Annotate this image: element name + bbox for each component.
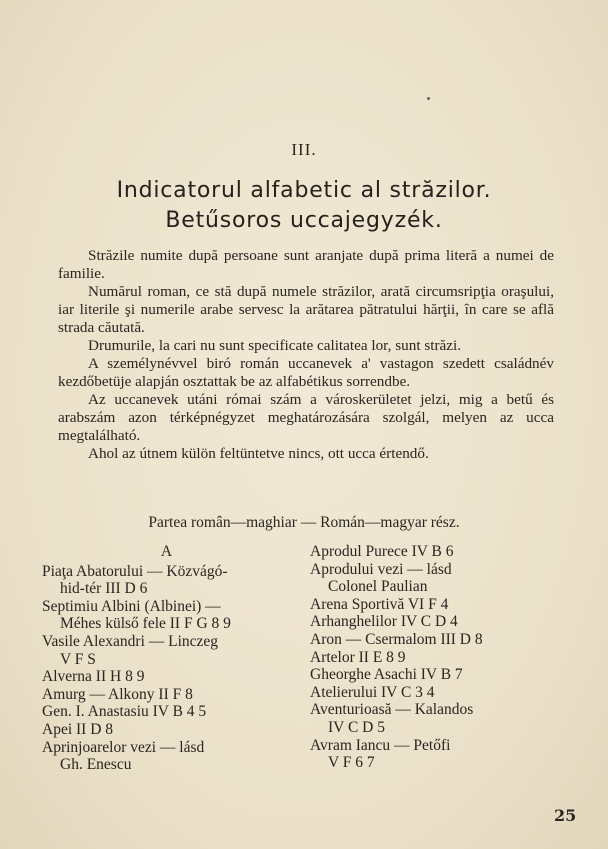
entry-line: Apei II D 8 — [42, 720, 114, 738]
entry-continuation: IV C D 5 — [328, 718, 385, 736]
page-number: 25 — [554, 806, 577, 825]
entry-continuation: V F 6 7 — [328, 754, 375, 772]
entry-line: Vasile Alexandri — Linczeg — [42, 632, 219, 650]
entry-line: Avram Iancu — Petőfi — [310, 736, 451, 754]
street-entry — [42, 598, 292, 633]
street-entry — [42, 633, 292, 668]
street-entry — [42, 721, 292, 739]
street-entry — [310, 561, 572, 596]
street-entry — [310, 649, 572, 667]
street-index-right-column — [310, 543, 572, 772]
entry-line: Aprodul Purece IV B 6 — [310, 543, 454, 560]
street-entry — [310, 596, 572, 614]
entry-continuation: Gh. Enescu — [60, 756, 132, 774]
intro-paragraph: Numărul roman, ce stă după numele străzilor, arată circumsripţia oraşului, iar literile şi numerile arabe servesc la arătarea pătratului hărţii, în care se află strada căutată. — [58, 283, 554, 336]
street-entry — [310, 737, 572, 772]
street-entry — [42, 686, 292, 704]
street-entry — [310, 701, 572, 736]
entry-continuation: hid-tér III D 6 — [60, 580, 148, 598]
intro-paragraph: Az uccanevek utáni római szám a városkerületet jelzi, mig a betű és arabszám azon térképnégyzet meghatározására szolgál, melyen az ucca megtalálható. — [58, 391, 554, 444]
entry-line: Gheorghe Asachi IV B 7 — [310, 666, 463, 684]
street-entry — [310, 613, 572, 631]
entry-continuation: V F S — [60, 650, 96, 668]
alphabet-letter: A — [160, 543, 174, 560]
street-entry — [42, 563, 292, 598]
entry-line: Aprodului vezi — lásd — [310, 560, 452, 578]
street-entry — [42, 668, 292, 686]
street-entry — [42, 703, 292, 721]
street-entry — [310, 684, 572, 702]
entry-line: Arena Sportivă VI F 4 — [310, 595, 449, 613]
intro-paragraph: Ahol az útnem külön feltüntetve nincs, ott ucca értendő. — [88, 445, 429, 462]
street-entry — [310, 543, 572, 561]
intro-paragraph: A személynévvel biró román uccanevek a' vastagon szedett családnév kezdőbetüje alapján osztattak be az alfabétikus sorrendbe. — [58, 355, 554, 390]
entry-line: Atelierului IV C 3 4 — [310, 683, 435, 701]
intro-text — [58, 247, 554, 463]
section-heading: Partea român—maghiar — Román—magyar rész. — [148, 514, 460, 531]
title-hungarian: Betűsoros uccajegyzék. — [165, 208, 443, 233]
chapter-number: III. — [291, 140, 317, 159]
entry-line: Artelor II E 8 9 — [310, 648, 406, 666]
entry-line: Septimiu Albini (Albinei) — — [42, 597, 221, 615]
street-entry — [310, 631, 572, 649]
entry-continuation: Colonel Paulian — [328, 578, 428, 596]
street-entry — [42, 739, 292, 774]
street-index-left-column — [42, 543, 292, 774]
entry-line: Alverna II H 8 9 — [42, 668, 145, 686]
entry-line: Aprinjoarelor vezi — lásd — [42, 738, 205, 756]
intro-paragraph: Străzile numite după persoane sunt aranjate după prima literă a numei de familie. — [58, 247, 554, 282]
entry-line: Aventurioasă — Kalandos — [310, 701, 474, 719]
street-entry — [310, 666, 572, 684]
entry-line: Piaţa Abatorului — Közvágó- — [42, 562, 228, 580]
ink-speck — [427, 97, 430, 100]
entry-line: Gen. I. Anastasiu IV B 4 5 — [42, 703, 207, 721]
intro-paragraph: Drumurile, la cari nu sunt specificate calitatea lor, sunt străzi. — [88, 337, 462, 354]
entry-line: Arhanghelilor IV C D 4 — [310, 613, 458, 631]
entry-line: Amurg — Alkony II F 8 — [42, 685, 193, 703]
entry-line: Aron — Csermalom III D 8 — [310, 630, 483, 648]
entry-continuation: Méhes külső fele II F G 8 9 — [60, 615, 231, 633]
title-romanian: Indicatorul alfabetic al străzilor. — [116, 178, 492, 203]
